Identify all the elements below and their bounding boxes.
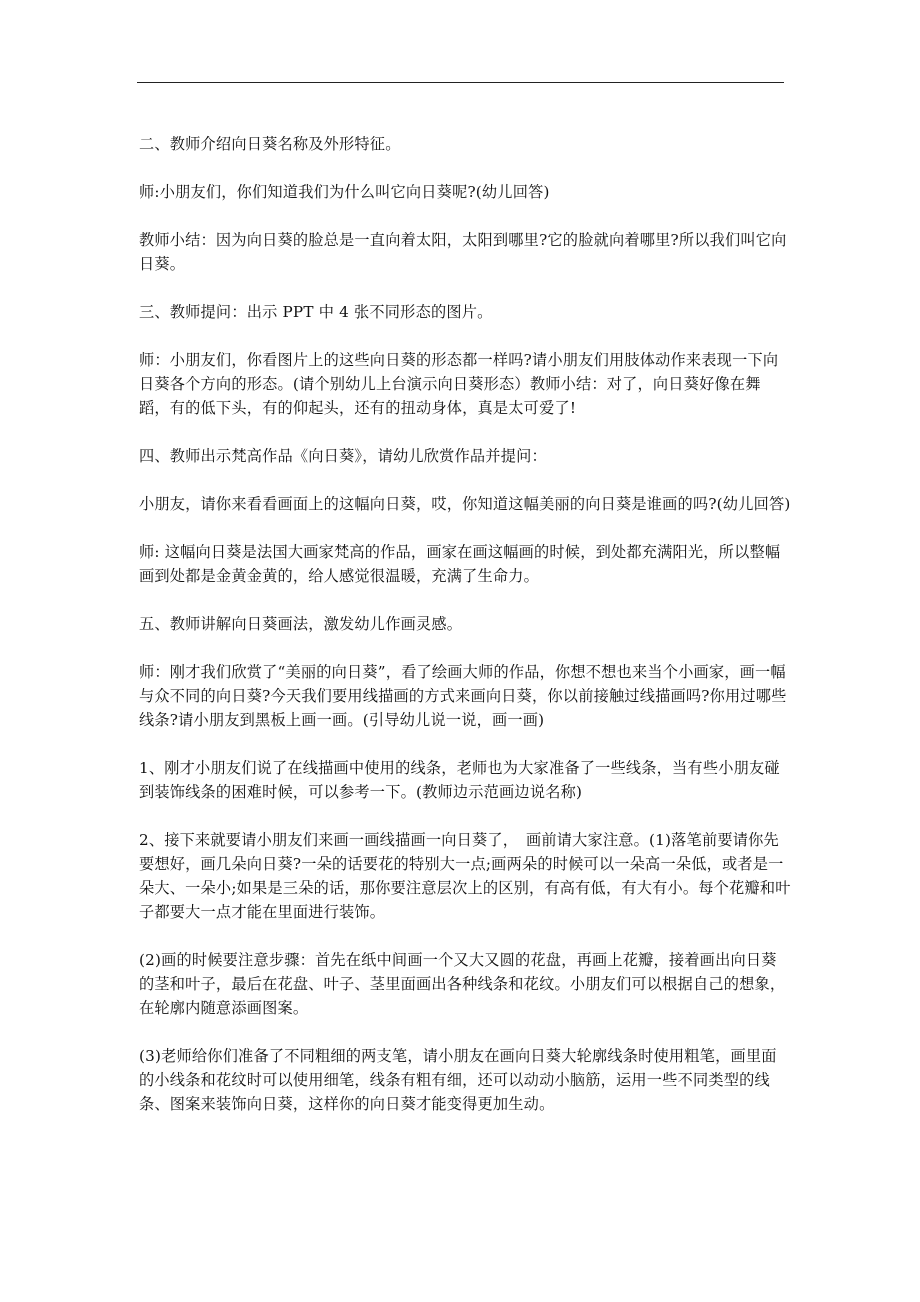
header-rule [137, 82, 784, 83]
section-heading-4: 四、教师出示梵高作品《向日葵》，请幼儿欣赏作品并提问： [139, 447, 547, 465]
paragraph: 师：刚才我们欣赏了“美丽的向日葵”，看了绘画大师的作品，你想不想也来当个小画家，画一幅与众不同的向日葵?今天我们要用线描画的方式来画向日葵，你以前接触过线描画吗?你用过哪些线条?请小朋友到黑板上画一画。(引导幼儿说一说，画一画) [139, 663, 787, 729]
paragraph: 小朋友，请你来看看画面上的这幅向日葵，哎，你知道这幅美丽的向日葵是谁画的吗?(幼儿回答) [139, 495, 791, 513]
paragraph: 教师小结：因为向日葵的脸总是一直向着太阳，太阳到哪里?它的脸就向着哪里?所以我们叫它向日葵。 [139, 231, 787, 273]
paragraph: 师：小朋友们，你看图片上的这些向日葵的形态都一样吗?请小朋友们用肢体动作来表现一下向日葵各个方向的形态。(请个别幼儿上台演示向日葵形态）教师小结：对了，向日葵好像在舞蹈，有的低下头，有的仰起头，还有的扭动身体，真是太可爱了! [139, 351, 779, 417]
paragraph: (3)老师给你们准备了不同粗细的两支笔，请小朋友在画向日葵大轮廓线条时使用粗笔，画里面的小线条和花纹时可以使用细笔，线条有粗有细，还可以动动小脑筋，运用一些不同类型的线条、图案来装饰向日葵，这样你的向日葵才能变得更加生动。 [139, 1047, 777, 1113]
section-heading-5: 五、教师讲解向日葵画法，激发幼儿作画灵感。 [139, 615, 463, 633]
section-heading-2: 二、教师介绍向日葵名称及外形特征。 [139, 135, 401, 153]
document-body [139, 132, 791, 1140]
paragraph: 2、接下来就要请小朋友们来画一画线描画一向日葵了， 画前请大家注意。(1)落笔前要请你先要想好，画几朵向日葵?一朵的话要花的特别大一点;画两朵的时候可以一朵高一朵低，或者是一朵大、一朵小;如果是三朵的话，那你要注意层次上的区别，有高有低，有大有小。每个花瓣和叶子都要大一点才能在里面进行装饰。 [139, 831, 791, 921]
paragraph: 师:小朋友们，你们知道我们为什么叫它向日葵呢?(幼儿回答) [139, 183, 550, 201]
paragraph: 1、刚才小朋友们说了在线描画中使用的线条，老师也为大家准备了一些线条，当有些小朋友碰到装饰线条的困难时候，可以参考一下。(教师边示范画边说名称) [139, 759, 780, 801]
section-heading-3: 三、教师提问：出示 PPT 中 4 张不同形态的图片。 [139, 303, 493, 321]
paragraph: 师: 这幅向日葵是法国大画家梵高的作品，画家在画这幅画的时候，到处都充满阳光，所以整幅画到处都是金黄金黄的，给人感觉很温暖，充满了生命力。 [139, 543, 781, 585]
paragraph: (2)画的时候要注意步骤：首先在纸中间画一个又大又圆的花盘，再画上花瓣，接着画出向日葵的茎和叶子，最后在花盘、叶子、茎里面画出各种线条和花纹。小朋友们可以根据自己的想象，在轮廓内随意添画图案。 [139, 951, 786, 1017]
